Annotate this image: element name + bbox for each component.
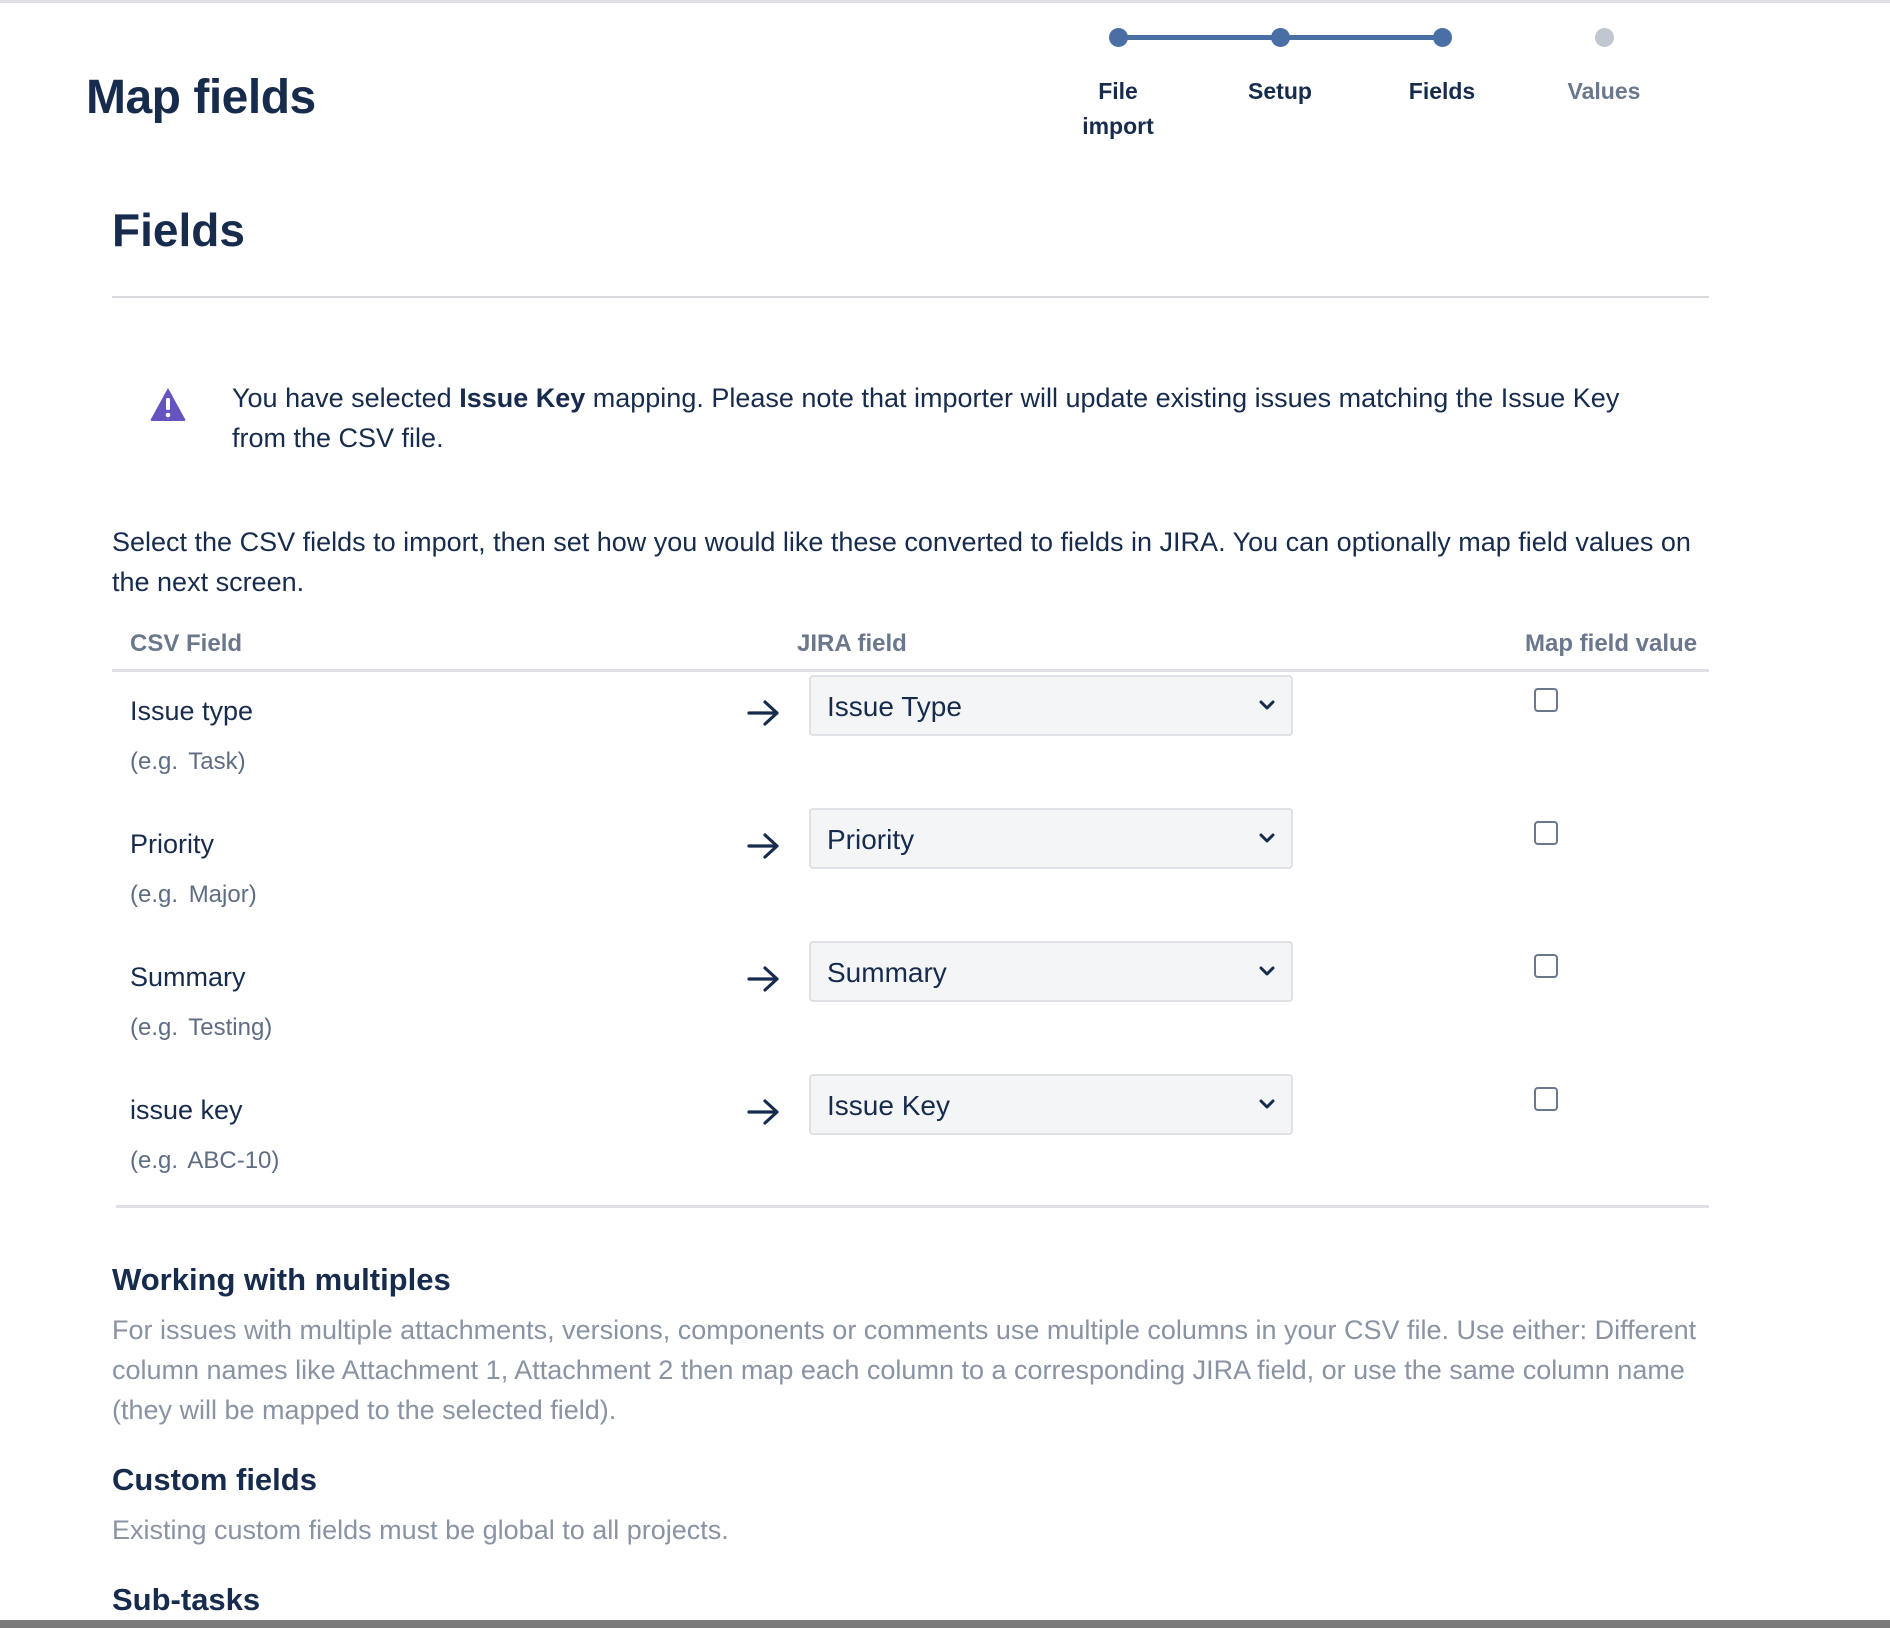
- jira-field-select[interactable]: [809, 1074, 1293, 1135]
- progress-line-2: [1280, 35, 1442, 40]
- csv-field-name: Issue type: [130, 696, 254, 726]
- csv-field-name: Priority: [130, 829, 215, 859]
- arrow-right-icon: [746, 964, 782, 994]
- section-divider: [112, 296, 1709, 298]
- csv-field-name: issue key: [130, 1095, 243, 1125]
- jira-field-select-value: Summary: [827, 957, 947, 988]
- csv-field-name: Summary: [130, 962, 246, 992]
- map-field-value-checkbox[interactable]: [1534, 688, 1558, 712]
- jira-field-select[interactable]: [809, 941, 1293, 1002]
- progress-line-1: [1118, 35, 1280, 40]
- column-header-jira-field: JIRA field: [797, 630, 907, 657]
- progress-step-1-label: File import: [1082, 78, 1154, 139]
- table-header-divider: [112, 669, 1709, 672]
- csv-field-example: (e.g. Testing): [130, 1014, 273, 1041]
- arrow-right-icon: [746, 1097, 782, 1127]
- custom-fields-heading: Custom fields: [112, 1462, 317, 1497]
- column-header-csv-field: CSV Field: [130, 630, 243, 657]
- csv-field-example: (e.g. Task): [130, 748, 246, 775]
- progress-step-4-label: Values: [1567, 78, 1641, 104]
- warning-text-after: mapping. Please note that importer will update existing issues matching the Issue Key from the CSV file.: [232, 383, 1620, 453]
- custom-fields-text: Existing custom fields must be global to all projects.: [112, 1515, 729, 1545]
- arrow-right-icon: [746, 831, 782, 861]
- chevron-down-icon: [1259, 699, 1275, 711]
- progress-step-3-label: Fields: [1408, 78, 1476, 104]
- progress-step-2-dot: [1271, 28, 1290, 47]
- chevron-down-icon: [1259, 1098, 1275, 1110]
- section-title: Fields: [112, 204, 245, 256]
- jira-field-select[interactable]: [809, 808, 1293, 869]
- progress-step-3-dot: [1433, 28, 1452, 47]
- jira-field-select-value: Issue Key: [827, 1090, 950, 1121]
- jira-field-select[interactable]: [809, 675, 1293, 736]
- jira-field-select-value: Issue Type: [827, 691, 962, 722]
- top-border: [0, 0, 1890, 3]
- warning-text-before: You have selected: [232, 383, 460, 413]
- table-bottom-divider: [116, 1205, 1709, 1208]
- arrow-right-icon: [746, 698, 782, 728]
- chevron-down-icon: [1259, 832, 1275, 844]
- warning-triangle-icon: [149, 386, 187, 422]
- progress-step-1-dot: [1109, 28, 1128, 47]
- window-bottom-edge: [0, 1620, 1890, 1628]
- column-header-map-field-value: Map field value: [1525, 630, 1698, 657]
- csv-field-example: (e.g. Major): [130, 881, 257, 908]
- multiples-heading: Working with multiples: [112, 1262, 451, 1297]
- multiples-text: For issues with multiple attachments, versions, components or comments use multiple columns in your CSV file. Use either: Different column names like Attachment 1, Attachment 2 then map each column to a corresponding JIRA field, or use the same column name (they will be mapped to the selected field).: [112, 1315, 1697, 1425]
- map-field-value-checkbox[interactable]: [1534, 954, 1558, 978]
- warning-text: [232, 378, 1672, 458]
- warning-text-bold: Issue Key: [459, 383, 586, 413]
- map-field-value-checkbox[interactable]: [1534, 821, 1558, 845]
- map-field-value-checkbox[interactable]: [1534, 1087, 1558, 1111]
- csv-field-example: (e.g. ABC-10): [130, 1147, 280, 1174]
- jira-field-select-value: Priority: [827, 824, 915, 855]
- progress-step-4-dot: [1595, 28, 1614, 47]
- table-row: [0, 1090, 1890, 1228]
- intro-text: Select the CSV fields to import, then set how you would like these converted to fields in JIRA. You can optionally map field values on the next screen.: [112, 527, 1691, 597]
- chevron-down-icon: [1259, 965, 1275, 977]
- page-title: Map fields: [86, 71, 316, 124]
- sub-tasks-heading: Sub-tasks: [112, 1582, 261, 1617]
- progress-step-2-label: Setup: [1248, 78, 1312, 104]
